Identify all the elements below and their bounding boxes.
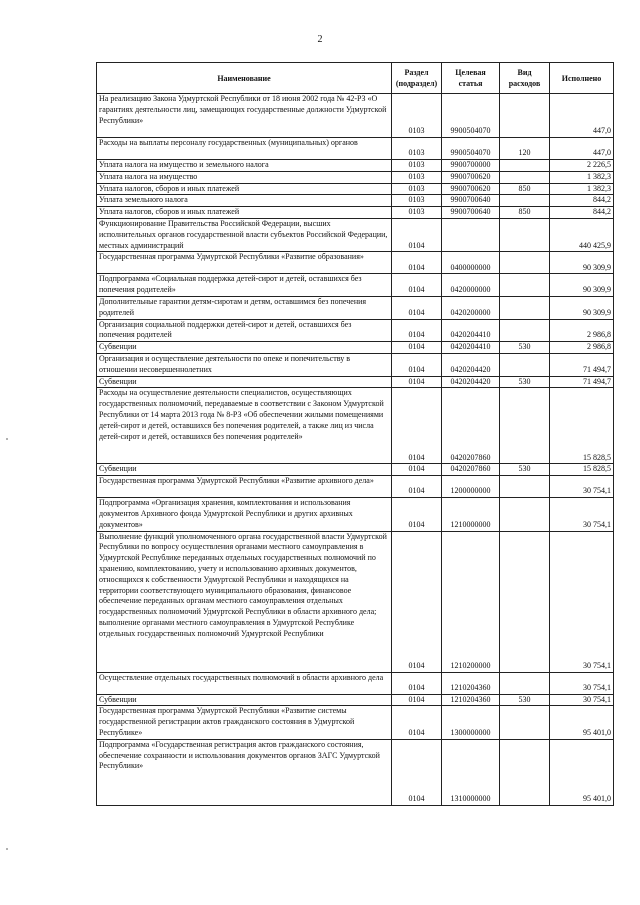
table-row [97, 183, 614, 195]
table-row [97, 274, 614, 297]
row-section: 0104 [392, 319, 442, 342]
row-amount: 71 494,7 [550, 353, 614, 376]
row-section: 0104 [392, 706, 442, 739]
row-section: 0103 [392, 183, 442, 195]
row-amount: 2 986,8 [550, 342, 614, 354]
table-row [97, 706, 614, 739]
row-section: 0104 [392, 672, 442, 694]
row-target: 9900504070 [442, 138, 500, 160]
budget-table [96, 62, 614, 806]
header-section: Раздел (подраздел) [392, 63, 442, 94]
row-expense-type: 530 [500, 694, 550, 706]
table-row [97, 160, 614, 172]
row-section: 0104 [392, 342, 442, 354]
table-row [97, 498, 614, 531]
row-target: 0420207860 [442, 464, 500, 476]
row-target: 1300000000 [442, 706, 500, 739]
row-name: Уплата налога на имущество и земельного налога [97, 160, 392, 172]
row-expense-type: 850 [500, 207, 550, 219]
table-header-row [97, 63, 614, 94]
row-section: 0104 [392, 498, 442, 531]
row-expense-type [500, 388, 550, 464]
row-amount: 30 754,1 [550, 531, 614, 672]
row-amount: 447,0 [550, 94, 614, 138]
row-section: 0104 [392, 694, 442, 706]
row-name: Субвенции [97, 376, 392, 388]
row-name: Уплата налогов, сборов и иных платежей [97, 183, 392, 195]
row-expense-type [500, 252, 550, 274]
row-amount: 15 828,5 [550, 388, 614, 464]
row-expense-type [500, 94, 550, 138]
row-expense-type: 850 [500, 183, 550, 195]
row-section: 0104 [392, 531, 442, 672]
row-name: Субвенции [97, 694, 392, 706]
row-expense-type [500, 531, 550, 672]
table-row [97, 694, 614, 706]
row-amount: 1 382,3 [550, 171, 614, 183]
row-target [442, 218, 500, 251]
row-expense-type [500, 274, 550, 297]
table-row [97, 218, 614, 251]
row-amount: 447,0 [550, 138, 614, 160]
row-target: 9900700640 [442, 195, 500, 207]
row-expense-type [500, 498, 550, 531]
row-target: 0420204410 [442, 342, 500, 354]
row-section: 0103 [392, 207, 442, 219]
row-section: 0104 [392, 464, 442, 476]
row-amount: 95 401,0 [550, 739, 614, 805]
row-section: 0103 [392, 160, 442, 172]
row-name: Осуществление отдельных государственных полномочий в области архивного дела [97, 672, 392, 694]
table-row [97, 464, 614, 476]
row-target: 9900700620 [442, 183, 500, 195]
row-target: 1210204360 [442, 672, 500, 694]
table-row [97, 739, 614, 805]
row-expense-type [500, 296, 550, 319]
row-expense-type: 530 [500, 464, 550, 476]
row-name: Уплата налогов, сборов и иных платежей [97, 207, 392, 219]
table-row [97, 376, 614, 388]
row-amount: 15 828,5 [550, 464, 614, 476]
row-name: Подпрограмма «Организация хранения, комплектования и использования документов Архивного фонда Удмуртской Республики и других архивных документов» [97, 498, 392, 531]
row-section: 0104 [392, 476, 442, 498]
row-name: Государственная программа Удмуртской Республики «Развитие архивного дела» [97, 476, 392, 498]
row-amount: 90 309,9 [550, 296, 614, 319]
row-amount: 2 986,8 [550, 319, 614, 342]
row-name: Дополнительные гарантии детям-сиротам и детям, оставшимся без попечения родителей [97, 296, 392, 319]
row-section: 0103 [392, 94, 442, 138]
row-expense-type [500, 739, 550, 805]
row-target: 9900504070 [442, 94, 500, 138]
row-target: 1210200000 [442, 531, 500, 672]
row-name: Субвенции [97, 464, 392, 476]
row-target: 0420200000 [442, 296, 500, 319]
row-expense-type [500, 319, 550, 342]
row-amount: 440 425,9 [550, 218, 614, 251]
row-target: 1210204360 [442, 694, 500, 706]
table-row [97, 353, 614, 376]
row-target: 9900700000 [442, 160, 500, 172]
row-target: 0420000000 [442, 274, 500, 297]
row-target: 9900700640 [442, 207, 500, 219]
table-row [97, 195, 614, 207]
row-amount: 844,2 [550, 207, 614, 219]
header-target: Целевая статья [442, 63, 500, 94]
table-row [97, 296, 614, 319]
table-row [97, 531, 614, 672]
row-section: 0103 [392, 195, 442, 207]
table-row [97, 388, 614, 464]
row-amount: 30 754,1 [550, 672, 614, 694]
row-expense-type [500, 706, 550, 739]
row-target: 0420204410 [442, 319, 500, 342]
table-row [97, 319, 614, 342]
page-number: 2 [317, 34, 323, 45]
row-name: Уплата налога на имущество [97, 171, 392, 183]
row-section: 0103 [392, 171, 442, 183]
row-name: На реализацию Закона Удмуртской Республики от 18 июня 2002 года № 42-РЗ «О гарантиях деятельности лиц, замещающих государственные должности Удмуртской Республики» [97, 94, 392, 138]
header-expense-type: Вид расходов [500, 63, 550, 94]
row-expense-type: 120 [500, 138, 550, 160]
row-target: 0400000000 [442, 252, 500, 274]
table-row [97, 171, 614, 183]
row-name: Функционирование Правительства Российской Федерации, высших исполнительных органов государственной власти субъектов Российской Федерации, местных администраций [97, 218, 392, 251]
row-name: Государственная программа Удмуртской Республики «Развитие системы государственной регистрации актов гражданского состояния в Удмуртской Республике» [97, 706, 392, 739]
row-expense-type [500, 218, 550, 251]
row-section: 0104 [392, 296, 442, 319]
row-target: 1200000000 [442, 476, 500, 498]
row-amount: 71 494,7 [550, 376, 614, 388]
row-target: 9900700620 [442, 171, 500, 183]
row-expense-type [500, 353, 550, 376]
row-section: 0104 [392, 218, 442, 251]
row-name: Расходы на осуществление деятельности специалистов, осуществляющих государственных полномочий, передаваемые в соответствии с Законом Удмуртской Республики от 14 марта 2013 года № 8-РЗ «Об обеспечении жилыми помещениями детей-сирот и детей, оставшихся без попечения родителей, а также лиц из числа детей-сирот и детей, оставшихся без попечения родителей» [97, 388, 392, 464]
row-amount: 95 401,0 [550, 706, 614, 739]
row-amount: 30 754,1 [550, 498, 614, 531]
row-amount: 2 226,5 [550, 160, 614, 172]
row-target: 1210000000 [442, 498, 500, 531]
table-row [97, 207, 614, 219]
table-row [97, 342, 614, 354]
row-target: 0420204420 [442, 353, 500, 376]
header-name: Наименование [97, 63, 392, 94]
row-expense-type [500, 476, 550, 498]
row-amount: 90 309,9 [550, 274, 614, 297]
row-expense-type: 530 [500, 342, 550, 354]
row-amount: 1 382,3 [550, 183, 614, 195]
row-section: 0104 [392, 353, 442, 376]
row-target: 0420204420 [442, 376, 500, 388]
row-expense-type [500, 171, 550, 183]
row-name: Субвенции [97, 342, 392, 354]
row-name: Подпрограмма «Государственная регистрация актов гражданского состояния, обеспечение сохранности и использования документов органов ЗАГС Удмуртской Республики» [97, 739, 392, 805]
row-target: 1310000000 [442, 739, 500, 805]
row-expense-type: 530 [500, 376, 550, 388]
row-amount: 30 754,1 [550, 476, 614, 498]
row-name: Уплата земельного налога [97, 195, 392, 207]
table-row [97, 94, 614, 138]
row-section: 0104 [392, 376, 442, 388]
table-row [97, 138, 614, 160]
row-name: Государственная программа Удмуртской Республики «Развитие образования» [97, 252, 392, 274]
row-amount: 30 754,1 [550, 694, 614, 706]
row-name: Организация социальной поддержки детей-сирот и детей, оставшихся без попечения родителей [97, 319, 392, 342]
row-section: 0103 [392, 138, 442, 160]
row-amount: 90 309,9 [550, 252, 614, 274]
row-expense-type [500, 160, 550, 172]
table-row [97, 476, 614, 498]
row-expense-type [500, 672, 550, 694]
row-name: Выполнение функций уполномоченного органа государственной власти Удмуртской Республики по вопросу осуществления органами местного самоуправления в Удмуртской Республике переданных отдельных государственных полномочий по хранению, комплектованию, учету и использованию архивных документов, относящихся к собственности Удмуртской Республики и находящихся на территории соответствующего муниципального образования, финансовое обеспечение переданных органам местного самоуправления отдельных государственных полномочий Удмуртской Республики в области архивного дела; выполнение органами местного самоуправления в Удмуртской Республике отдельных государственных полномочий Удмуртской Республики [97, 531, 392, 672]
row-name: Подпрограмма «Социальная поддержка детей-сирот и детей, оставшихся без попечения родителей» [97, 274, 392, 297]
row-section: 0104 [392, 274, 442, 297]
row-name: Расходы на выплаты персоналу государственных (муниципальных) органов [97, 138, 392, 160]
table-row [97, 252, 614, 274]
header-executed: Исполнено [550, 63, 614, 94]
row-name: Организация и осуществление деятельности по опеке и попечительству в отношении несовершеннолетних [97, 353, 392, 376]
row-target: 0420207860 [442, 388, 500, 464]
table-row [97, 672, 614, 694]
row-section: 0104 [392, 388, 442, 464]
row-section: 0104 [392, 739, 442, 805]
row-section: 0104 [392, 252, 442, 274]
row-amount: 844,2 [550, 195, 614, 207]
row-expense-type [500, 195, 550, 207]
